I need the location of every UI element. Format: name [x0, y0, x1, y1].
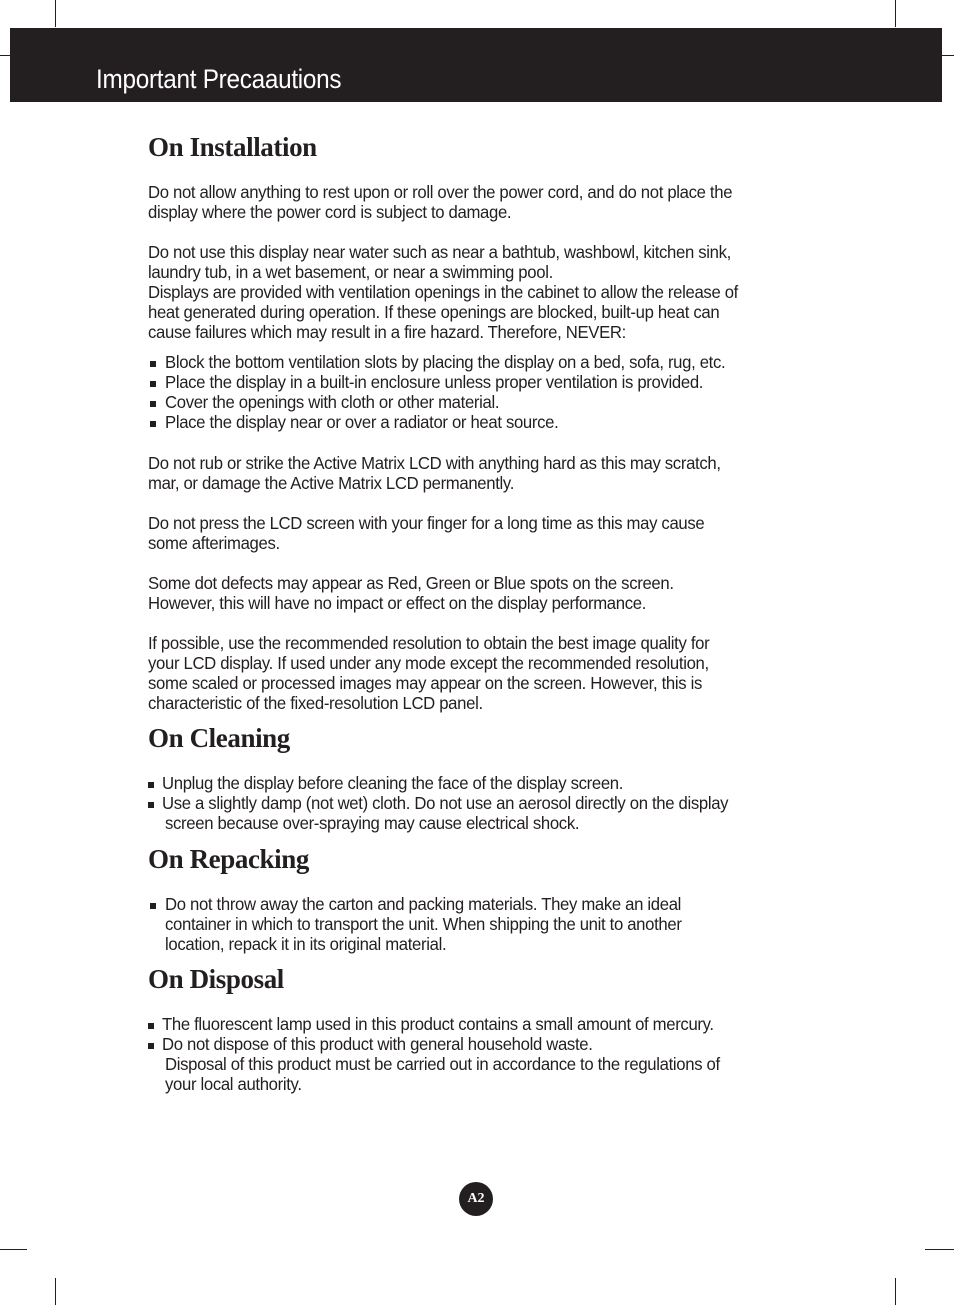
disposal-heading: On Disposal	[148, 964, 284, 994]
list-item	[148, 1014, 808, 1034]
list-item	[148, 894, 808, 914]
list-item-text: The fluorescent lamp used in this product contains a small amount of mercury.	[162, 1014, 714, 1034]
crop-mark-top-left-horizontal	[0, 55, 10, 56]
list-item-text: screen because over-spraying may cause electrical shock.	[165, 813, 580, 833]
square-bullet-icon	[148, 782, 154, 788]
installation-paragraph-1	[148, 182, 808, 222]
list-item-continuation	[148, 934, 808, 954]
header-bar	[10, 28, 942, 102]
installation-never-list	[148, 352, 808, 432]
text-line: Some dot defects may appear as Red, Green or Blue spots on the screen.	[148, 573, 674, 593]
text-line: Do not rub or strike the Active Matrix LCD with anything hard as this may scratch,	[148, 453, 721, 473]
text-line: If possible, use the recommended resolution to obtain the best image quality for	[148, 633, 710, 653]
list-item-text: Disposal of this product must be carried out in accordance to the regulations of	[165, 1054, 720, 1074]
list-item	[148, 392, 808, 412]
square-bullet-icon	[148, 1023, 154, 1029]
list-item-text: Do not dispose of this product with general household waste.	[162, 1034, 593, 1054]
crop-mark-top-right-horizontal	[942, 55, 954, 56]
list-item-text: Place the display near or over a radiator or heat source.	[165, 412, 559, 432]
list-item-text: Unplug the display before cleaning the face of the display screen.	[162, 773, 624, 793]
text-line: Do not use this display near water such as near a bathtub, washbowl, kitchen sink,	[148, 242, 731, 262]
list-item-text: Do not throw away the carton and packing materials. They make an ideal	[165, 894, 682, 914]
crop-mark-bottom-left-vertical	[55, 1278, 56, 1305]
crop-mark-top-left-vertical	[55, 0, 56, 27]
cleaning-heading: On Cleaning	[148, 723, 290, 753]
list-item-text: your local authority.	[165, 1074, 302, 1094]
square-bullet-icon	[150, 381, 156, 387]
list-item	[148, 372, 808, 392]
text-line: mar, or damage the Active Matrix LCD permanently.	[148, 473, 515, 493]
text-line: display where the power cord is subject to damage.	[148, 202, 512, 222]
disposal-list	[148, 1014, 808, 1094]
crop-mark-top-right-vertical	[895, 0, 896, 27]
list-item-text: Block the bottom ventilation slots by placing the display on a bed, sofa, rug, etc.	[165, 352, 726, 372]
cleaning-list	[148, 773, 808, 833]
list-item-text: container in which to transport the unit. When shipping the unit to another	[165, 914, 682, 934]
list-item	[148, 773, 808, 793]
installation-heading: On Installation	[148, 132, 317, 162]
crop-mark-bottom-right-vertical	[895, 1278, 896, 1305]
text-line: Displays are provided with ventilation openings in the cabinet to allow the release of	[148, 282, 738, 302]
square-bullet-icon	[150, 421, 156, 427]
square-bullet-icon	[150, 903, 156, 909]
list-item-continuation	[148, 813, 808, 833]
installation-paragraph-4	[148, 513, 808, 553]
text-line: laundry tub, in a wet basement, or near a swimming pool.	[148, 262, 553, 282]
list-item-continuation	[148, 914, 808, 934]
text-line: Do not press the LCD screen with your finger for a long time as this may cause	[148, 513, 705, 533]
list-item	[148, 352, 808, 372]
text-line: your LCD display. If used under any mode except the recommended resolution,	[148, 653, 709, 673]
installation-paragraph-5	[148, 573, 808, 613]
square-bullet-icon	[150, 401, 156, 407]
repacking-list	[148, 894, 808, 954]
text-line: cause failures which may result in a fire hazard. Therefore, NEVER:	[148, 322, 626, 342]
installation-paragraph-6	[148, 633, 808, 713]
list-item-text: location, repack it in its original material.	[165, 934, 447, 954]
text-line: some scaled or processed images may appear on the screen. However, this is	[148, 673, 702, 693]
list-item-text: Use a slightly damp (not wet) cloth. Do not use an aerosol directly on the display	[162, 793, 729, 813]
list-item-text: Cover the openings with cloth or other material.	[165, 392, 500, 412]
list-item	[148, 412, 808, 432]
list-item-continuation	[148, 1054, 808, 1074]
text-line: characteristic of the fixed-resolution LCD panel.	[148, 693, 483, 713]
list-item	[148, 1034, 808, 1054]
text-line: Do not allow anything to rest upon or roll over the power cord, and do not place the	[148, 182, 733, 202]
crop-mark-bottom-left-horizontal	[0, 1249, 27, 1250]
list-item	[148, 793, 808, 813]
installation-paragraph-3	[148, 453, 808, 493]
list-item-text: Place the display in a built-in enclosure unless proper ventilation is provided.	[165, 372, 704, 392]
square-bullet-icon	[150, 361, 156, 367]
page-title: Important Precaautions	[96, 64, 342, 94]
text-line: some afterimages.	[148, 533, 280, 553]
text-line: However, this will have no impact or effect on the display performance.	[148, 593, 647, 613]
crop-mark-bottom-right-horizontal	[925, 1249, 954, 1250]
installation-paragraph-2	[148, 242, 808, 342]
list-item-continuation	[148, 1074, 808, 1094]
square-bullet-icon	[148, 1043, 154, 1049]
square-bullet-icon	[148, 802, 154, 808]
repacking-heading: On Repacking	[148, 844, 309, 874]
text-line: heat generated during operation. If these openings are blocked, built-up heat can	[148, 302, 720, 322]
page-number-badge: A2	[459, 1182, 493, 1216]
